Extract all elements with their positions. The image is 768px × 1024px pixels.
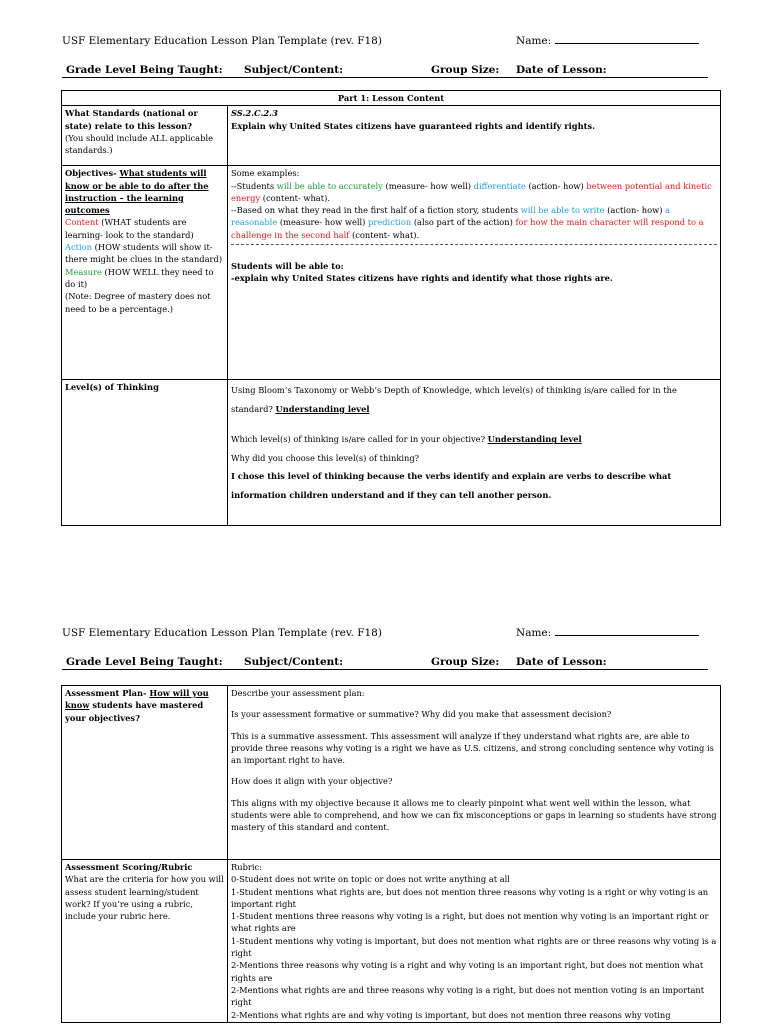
objective-statement: -explain why United States citizens have rights and identify what those rights are. bbox=[231, 273, 613, 284]
subject-label-2: Subject/Content: bbox=[244, 656, 344, 668]
measure-desc: (HOW WELL they need to do it) bbox=[65, 266, 214, 289]
standards-content-cell bbox=[228, 106, 721, 166]
template-title: USF Elementary Education Lesson Plan Template (rev. F18) bbox=[62, 35, 382, 47]
lesson-content-table bbox=[61, 90, 721, 526]
examples-intro: Some examples: bbox=[231, 168, 300, 179]
rubric-item: 1-Student mentions three reasons why voting is a right, but does not mention why voting is an important right or what rights are bbox=[231, 911, 709, 934]
group-size-label: Group Size: bbox=[431, 64, 500, 76]
part1-title: Part 1: Lesson Content bbox=[62, 91, 721, 106]
name-field bbox=[516, 35, 699, 47]
group-size-label-2: Group Size: bbox=[431, 656, 500, 668]
rubric-item: 0-Student does not write on topic or does not write anything at all bbox=[231, 874, 510, 885]
thinking-content-cell bbox=[228, 380, 721, 526]
rubric-item: 2-Mentions what rights are and three reasons why voting is a right, but does not mention voting is an important right bbox=[231, 984, 705, 1008]
rubric-label-cell bbox=[62, 860, 228, 1023]
swbat-heading: Students will be able to: bbox=[231, 261, 344, 272]
rubric-title: Rubric: bbox=[231, 862, 262, 872]
thinking-a2: Understanding level bbox=[487, 434, 582, 445]
standard-code: SS.2.C.2.3 bbox=[231, 108, 278, 119]
objectives-note: (Note: Degree of mastery does not need to be a percentage.) bbox=[65, 291, 211, 314]
thinking-q1: Using Bloom’s Taxonomy or Webb’s Depth of Knowledge, which level(s) of thinking is/are called for in the standard? Understanding level bbox=[231, 385, 677, 414]
name-field-2 bbox=[516, 627, 699, 639]
thinking-label: Level(s) of Thinking bbox=[65, 382, 159, 393]
thinking-q2: Which level(s) of thinking is/are called for in your objective? Understanding level bbox=[231, 434, 582, 445]
date-label-2: Date of Lesson: bbox=[516, 656, 607, 668]
action-term: Action bbox=[65, 242, 92, 253]
grade-level-label: Grade Level Being Taught: bbox=[66, 64, 223, 76]
objectives-content-cell bbox=[228, 166, 721, 380]
content-term: Content bbox=[65, 217, 99, 228]
rubric-item: 2-Mentions three reasons why voting is a right and why voting is an important right, but does not mention what rights are bbox=[231, 960, 704, 983]
date-label: Date of Lesson: bbox=[516, 64, 607, 76]
example-1: --Students will be able to accurately (measure- how well) differentiate (action- how) between potential and kinetic energy (content- what). bbox=[231, 180, 712, 203]
assessment-p2: Is your assessment formative or summative? Why did you make that assessment decision? bbox=[231, 709, 612, 720]
rubric-item: 1-Student mentions what rights are, but does not mention three reasons why voting is a right or why voting is an important right bbox=[231, 886, 709, 909]
action-desc: (HOW students will show it- there might be clues in the standard) bbox=[65, 242, 223, 265]
rubric-content-cell bbox=[228, 860, 721, 1023]
assessment-p5: This aligns with my objective because it allows me to clearly pinpoint what went well within the lesson, what students were able to comprehend, and how we can fix misconceptions or gaps in learning so students have strong mastery of this standard and content. bbox=[231, 797, 717, 833]
rubric-item: 1-Student mentions why voting is important, but does not mention what rights are or three reasons why voting is a right bbox=[231, 935, 717, 959]
example-2: --Based on what they read in the first half of a fiction story, students will be able to write (action- how) a reasonable (measure- how well) prediction (also part of the action) for how the main character will respond to a challenge in the second half (content- what). bbox=[231, 205, 704, 240]
standards-note: (You should include ALL applicable standards.) bbox=[65, 132, 214, 156]
objectives-question: What students will know or be able to do after the instruction – the learning outcomes bbox=[65, 168, 209, 216]
assessment-label: Assessment Plan- bbox=[65, 688, 147, 698]
dashed-divider bbox=[231, 244, 717, 245]
rubric-item: 2-Mentions what rights are and why voting is important, but does not mention three reasons why voting bbox=[231, 1009, 671, 1020]
measure-term: Measure bbox=[65, 266, 102, 277]
assessment-question: How will you know bbox=[65, 688, 209, 711]
name-label: Name: bbox=[516, 35, 552, 47]
objectives-label-cell bbox=[62, 166, 228, 380]
assessment-table bbox=[61, 685, 721, 1023]
subject-label: Subject/Content: bbox=[244, 64, 344, 76]
assessment-content-cell bbox=[228, 686, 721, 860]
assessment-p4: How does it align with your objective? bbox=[231, 776, 393, 787]
rubric-desc: What are the criteria for how you will assess student learning/student work? If you’re using a rubric, include your rubric here. bbox=[65, 874, 224, 922]
standards-label: What Standards (national or state) relate to this lesson? bbox=[65, 108, 198, 131]
assessment-p3: This is a summative assessment. This assessment will analyze if they understand what rights are, are able to provide three reasons why voting is a right we have as U.S. citizens, and strong concluding sentence why voting is an important right to have. bbox=[231, 730, 714, 766]
header-rule-2 bbox=[62, 669, 708, 670]
grade-level-label-2: Grade Level Being Taught: bbox=[66, 656, 223, 668]
thinking-a1: Understanding level bbox=[275, 403, 370, 414]
content-desc: (WHAT students are learning- look to the standard) bbox=[65, 217, 194, 240]
name-line-2 bbox=[555, 635, 699, 636]
template-title-2: USF Elementary Education Lesson Plan Template (rev. F18) bbox=[62, 627, 382, 639]
objectives-label: Objectives- bbox=[65, 168, 117, 179]
thinking-a3: I chose this level of thinking because the verbs identify and explain are verbs to describe what information children understand and if they can tell another person. bbox=[231, 471, 672, 500]
header-rule bbox=[62, 77, 708, 78]
standard-text: Explain why United States citizens have guaranteed rights and identify rights. bbox=[231, 120, 596, 131]
thinking-q3: Why did you choose this level(s) of thinking? bbox=[231, 452, 420, 463]
name-label-2: Name: bbox=[516, 627, 552, 639]
assessment-label-cell: Assessment Plan- How will you know students have mastered your objectives? bbox=[62, 686, 228, 860]
name-line bbox=[555, 43, 699, 44]
assessment-p1: Describe your assessment plan: bbox=[231, 688, 365, 698]
standards-label-cell bbox=[62, 106, 228, 166]
thinking-label-cell bbox=[62, 380, 228, 526]
rubric-label: Assessment Scoring/Rubric bbox=[65, 862, 193, 872]
